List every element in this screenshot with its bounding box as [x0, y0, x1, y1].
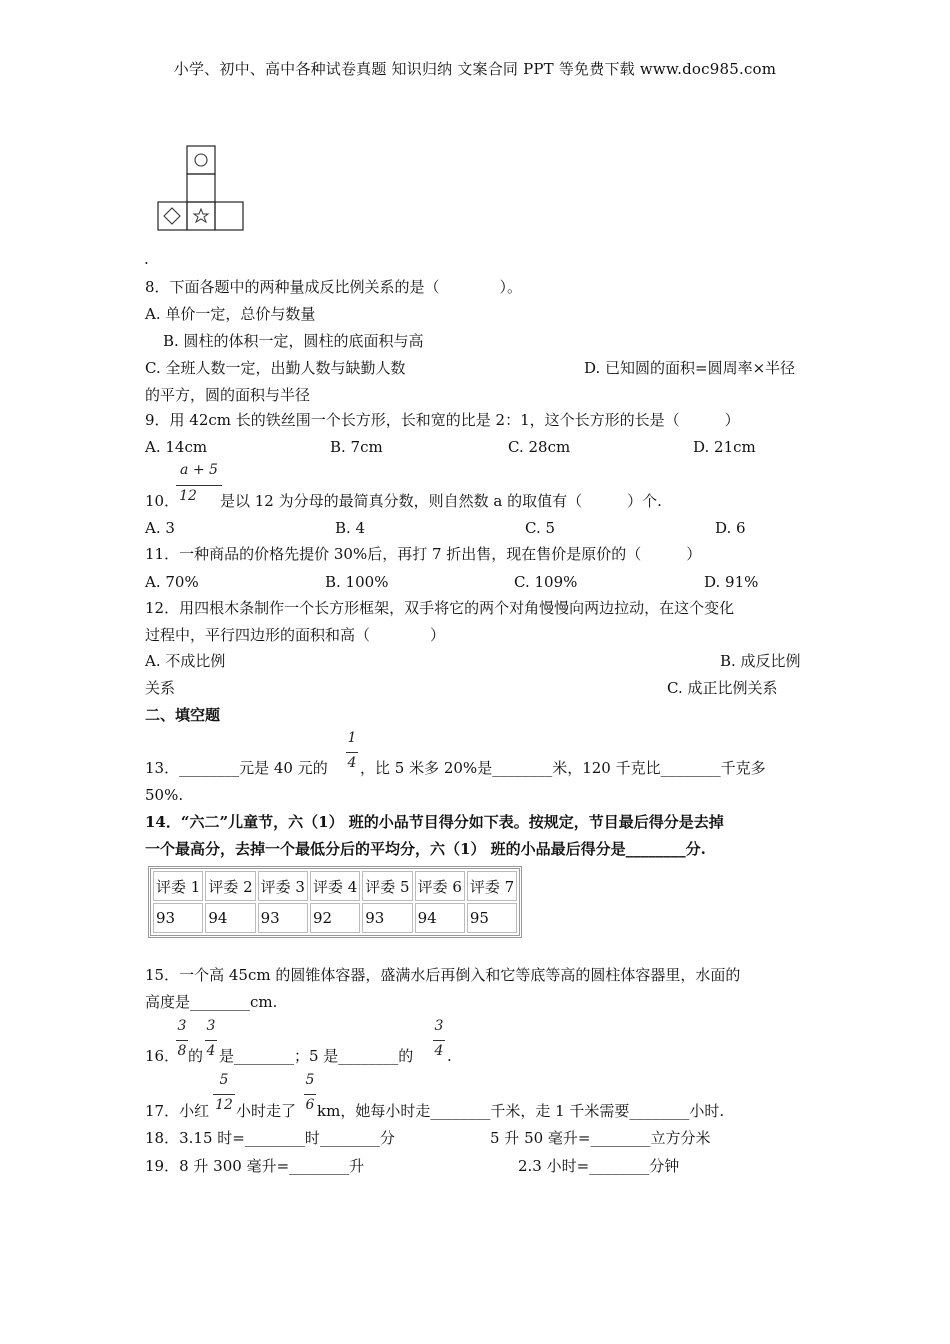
q16-text-2: 是________；5 是________的 [219, 1047, 414, 1065]
q15-stem-line2: 高度是________cm. [145, 993, 278, 1011]
q16-text-3: . [447, 1047, 452, 1065]
q9-stem: 9．用 42cm 长的铁丝围一个长方形，长和宽的比是 2：1，这个长方形的长是（ ） [145, 411, 740, 429]
q12-option-b-cont: 关系 [145, 679, 176, 697]
q9-option-c: C. 28cm [508, 438, 571, 456]
q19-right: 2.3 小时=________分钟 [518, 1157, 680, 1175]
judge-header: 评委 1 [153, 871, 203, 901]
judge-header: 评委 3 [258, 871, 308, 901]
q8-option-a: A. 单价一定，总价与数量 [145, 305, 316, 323]
score-cell: 94 [415, 903, 465, 933]
q8-option-d-cont: 的平方，圆的面积与半径 [145, 386, 311, 404]
q13-part2: ，比 5 米多 20%是________米，120 千克比________千克多 [360, 759, 766, 777]
q11-stem: 11．一种商品的价格先提价 30%后，再打 7 折出售，现在售价是原价的（ ） [145, 545, 702, 563]
q12-option-c: C. 成正比例关系 [667, 679, 778, 697]
score-table-row [153, 903, 517, 933]
score-table-header-row [153, 871, 517, 901]
q12-stem-line1: 12．用四根木条制作一个长方形框架，双手将它的两个对角慢慢向两边拉动，在这个变化 [145, 599, 735, 617]
star-icon [194, 209, 208, 222]
page-header: 小学、初中、高中各种试卷真题 知识归纳 文案合同 PPT 等免费下载 www.doc985.com [173, 60, 777, 78]
q17-fraction-1: 5 12 [213, 1072, 235, 1118]
q10-option-b: B. 4 [335, 519, 366, 537]
q17-text-2: km，她每小时走________千米，走 1 千米需要________小时. [317, 1102, 725, 1120]
judge-header: 评委 4 [310, 871, 360, 901]
score-cell: 93 [258, 903, 308, 933]
q16-number: 16． [145, 1047, 180, 1065]
q15-stem-line1: 15．一个高 45cm 的圆锥体容器，盛满水后再倒入和它等底等高的圆柱体容器里，水面的 [145, 966, 741, 984]
q16-fraction-3: 3 4 [434, 1018, 444, 1059]
q13-fraction: 1 4 [347, 730, 357, 771]
figure-dot: . [144, 250, 149, 268]
q19-left: 19．8 升 300 毫升=________升 [145, 1157, 365, 1175]
judge-header: 评委 7 [467, 871, 517, 901]
q17-text-1: 小时走了 [236, 1102, 297, 1120]
judge-header: 评委 2 [205, 871, 255, 901]
q9-option-a: A. 14cm [145, 438, 208, 456]
score-cell: 93 [362, 903, 412, 933]
cube-net-figure [157, 145, 245, 233]
q18-right: 5 升 50 毫升=________立方分米 [490, 1129, 711, 1147]
q9-option-d: D. 21cm [693, 438, 756, 456]
judge-header: 评委 5 [362, 871, 412, 901]
q11-option-a: A. 70% [145, 573, 199, 591]
q18-left: 18．3.15 时=________时________分 [145, 1129, 395, 1147]
q10-option-c: C. 5 [525, 519, 556, 537]
q10-option-d: D. 6 [715, 519, 746, 537]
q11-option-c: C. 109% [514, 573, 578, 591]
q10-number: 10． [145, 492, 180, 510]
q14-stem-line1: 14．“六二”儿童节，六（1） 班的小品节目得分如下表。按规定，节目最后得分是去掉 [145, 813, 724, 831]
score-cell: 93 [153, 903, 203, 933]
judge-header: 评委 6 [415, 871, 465, 901]
q10-stem: 是以 12 为分母的最简真分数，则自然数 a 的取值有（ ）个. [220, 492, 662, 510]
q11-option-d: D. 91% [704, 573, 759, 591]
section-title-fill-in: 二、填空题 [145, 706, 221, 724]
q8-stem: 8．下面各题中的两种量成反比例关系的是（ ）。 [145, 278, 523, 296]
q16-fraction-1: 3 8 [177, 1018, 187, 1059]
q12-stem-line2: 过程中，平行四边形的面积和高（ ） [145, 626, 446, 644]
q8-option-d: D. 已知圆的面积=圆周率×半径 [584, 359, 796, 377]
q12-option-a: A. 不成比例 [145, 652, 226, 670]
q13-line2: 50%. [145, 786, 184, 804]
q12-option-b: B. 成反比例 [720, 652, 801, 670]
q9-option-b: B. 7cm [330, 438, 383, 456]
score-cell: 94 [205, 903, 255, 933]
q10-option-a: A. 3 [145, 519, 175, 537]
q17-fraction-2: 5 6 [305, 1072, 315, 1113]
q16-fraction-2: 3 4 [206, 1018, 216, 1059]
score-cell: 95 [467, 903, 517, 933]
q14-stem-line2: 一个最高分，去掉一个最低分后的平均分，六（1） 班的小品最后得分是________分. [145, 840, 706, 858]
circle-icon [195, 154, 207, 166]
q13-part1: 13．________元是 40 元的 [145, 759, 328, 777]
q17-number: 17．小红 [145, 1102, 210, 1120]
diamond-icon [164, 208, 180, 224]
q16-text-1: 的 [188, 1047, 204, 1065]
q8-option-b: B. 圆柱的体积一定，圆柱的底面积与高 [163, 332, 424, 350]
q11-option-b: B. 100% [325, 573, 389, 591]
q8-option-c: C. 全班人数一定，出勤人数与缺勤人数 [145, 359, 406, 377]
score-table [148, 866, 522, 938]
q10-fraction: a + 5 12 [176, 462, 222, 508]
score-cell: 92 [310, 903, 360, 933]
